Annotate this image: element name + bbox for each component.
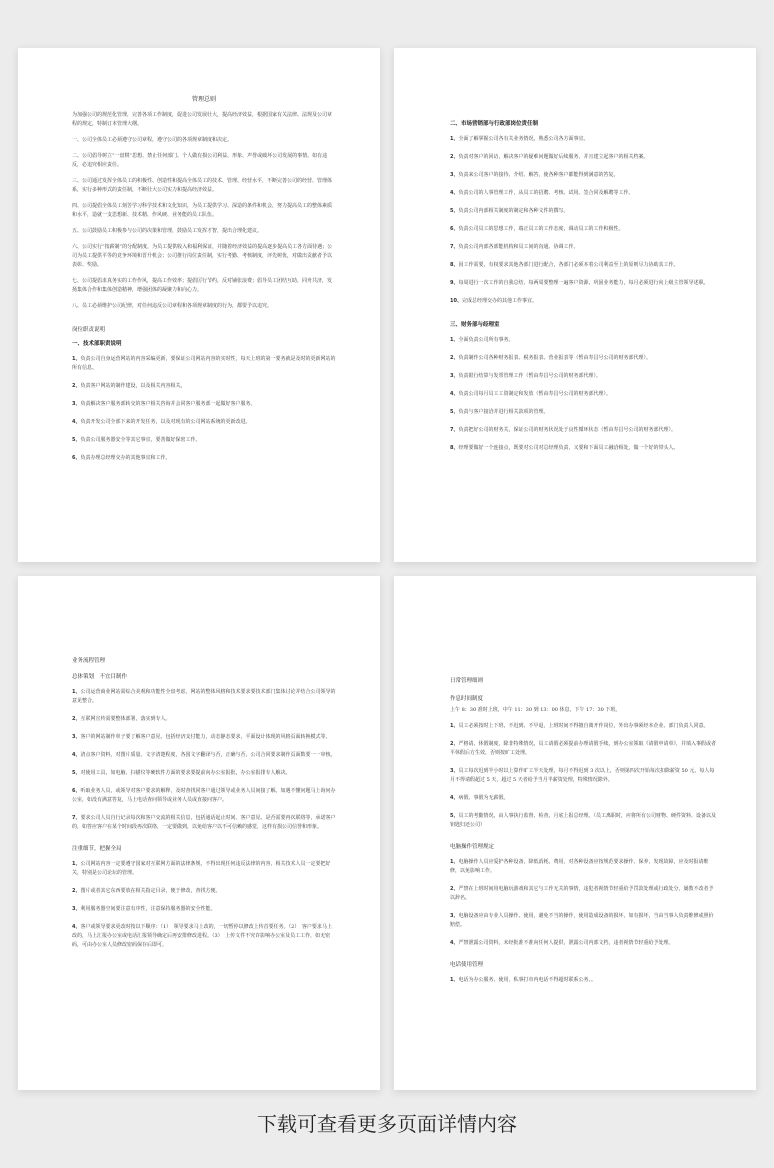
document-page-4 xyxy=(394,576,756,1090)
item-text: 经理要做好一个连接点，既要对公司对总经理负责，又要和下面员工融洽相处，做一个好的带头人。 xyxy=(458,445,679,451)
list-item xyxy=(450,426,718,435)
item-number: 1、 xyxy=(72,689,81,695)
item-number: 4、 xyxy=(450,190,459,196)
item-text: 听取业务人员，或领导对客户要求的解释，及时查找同客户通过领导或业务人员间接了解。如遇不懂问题马上询问办公室，如没有满意答复，马上电话查问领导或业务人员或直接问客户。 xyxy=(72,788,336,803)
item-number: 10、 xyxy=(450,298,462,304)
item-text: 对使用工具，如电脑、扫描仪等硬软件方面的要求要提前向办公室报批，办公室报排专人解决。 xyxy=(80,770,291,776)
item-number: 3、 xyxy=(450,768,459,774)
item-number: 4、 xyxy=(450,795,459,801)
list-item xyxy=(450,207,718,216)
list-item xyxy=(72,751,336,760)
item-text: 电脑设备应由专业人员操作、使用，避免不当的操作，使用造成设备的损坏，如有损坏，当由当事人负责维修或照价赔偿。 xyxy=(450,913,714,928)
list-item xyxy=(72,418,336,427)
list-item xyxy=(450,135,718,144)
list-item xyxy=(72,733,336,742)
item-number: 4、 xyxy=(450,391,459,397)
item-text: 负责办理总经理交办的其他事宜和工作。 xyxy=(80,455,171,461)
list-item xyxy=(72,787,336,805)
item-number: 6、 xyxy=(72,788,81,794)
item-number: 1、 xyxy=(72,861,81,867)
list-item xyxy=(72,769,336,778)
list-item xyxy=(72,382,336,391)
item-number: 5、 xyxy=(72,437,81,443)
item-text: 严禁泄露公司资料，未经批准不准向任何人提供，泄露公司内部文档，违者视情节轻重给予处理。 xyxy=(458,940,674,946)
item-number: 3、 xyxy=(72,401,81,407)
item-text: 负责与客户接洽并进行相关款项的管理。 xyxy=(458,409,549,415)
item-number: 1、 xyxy=(450,136,459,142)
list-item xyxy=(450,225,718,234)
item-text: 利用服务器空间要注意有序性，注意保持服务器的安全性能。 xyxy=(80,906,216,912)
item-number: 3、 xyxy=(72,906,81,912)
page-title: 日常管理细则 xyxy=(450,678,484,684)
schedule-text: 上午 8：30 准时上班，中午 11：30 到 13：00 休息，下午 17：30 下班。 xyxy=(450,707,621,713)
item-text: 负责开发公司全部下来的开发任务，以及对现有的公司网站系统的更新改进。 xyxy=(80,419,251,425)
item-number: 2、 xyxy=(72,716,81,722)
item-number: 5、 xyxy=(450,813,459,819)
list-item xyxy=(72,923,336,950)
item-text: 负责来公司客户的接待、介绍、解答，使各种客户都能得到满意的答复。 xyxy=(458,172,619,178)
list-item xyxy=(450,336,718,345)
list-item xyxy=(72,355,336,373)
item-number: 2、 xyxy=(450,154,459,160)
item-number: 9、 xyxy=(450,280,459,286)
item-number: 5、 xyxy=(450,208,459,214)
list-item xyxy=(72,715,336,724)
article-paragraph: 四、公司提倡全体员工刻苦学习科学技术和文化知识，为员工提供学习、深造的条件和机会，努力提高员工的整体素质和水平，造就一支思想新、技术精、作风硬、业务能的员工队伍。 xyxy=(72,203,333,218)
item-number: 2、 xyxy=(450,741,459,747)
item-text: 负责公司自身运营网站的内容采编更新，要保证公司网站内容的实时性，每天上班的第一要务就是及时的更新网站的所有信息。 xyxy=(72,356,336,371)
item-number: 2、 xyxy=(450,886,459,892)
list-item xyxy=(72,905,336,914)
section-title: 岗位职责说明 xyxy=(72,327,106,333)
item-text: 完成总经理交办的其他工作事宜。 xyxy=(461,298,537,304)
list-item xyxy=(450,189,718,198)
item-text: 负责公司员工的思想工作，端正员工的工作态度，调动员工的工作积极性。 xyxy=(458,226,624,232)
list-item xyxy=(450,976,716,985)
list-item xyxy=(72,400,336,409)
list-item xyxy=(450,444,718,453)
item-text: 电脑操作人员应爱护各种设备，降低消耗、费用，对各种设备应按规范要求操作、保养，发现故障，应及时报请维修，以免影响工作。 xyxy=(450,859,709,874)
item-number: 2、 xyxy=(72,888,81,894)
item-text: 严禁在上班时间用电脑玩游戏和其它与工作无关的事情，违犯者视情节轻重给予罚款处理或行政处分，屡教不改者予以辞名。 xyxy=(450,886,714,901)
item-text: 公司运营商业网站需综合美观和功能性全盘考虑，网站的整体风格和技术要求要技术部门集体讨论并结合公司领导的意见整合。 xyxy=(72,689,336,704)
list-item xyxy=(72,860,336,878)
list-item xyxy=(450,279,718,288)
item-text: 清点客户资料，对图片质量、文字清楚程度，各国文字翻译与否，正确与否，公司合同要求制作页面数要一一审核。 xyxy=(80,752,336,758)
item-number: 3、 xyxy=(450,172,459,178)
item-number: 7、 xyxy=(72,815,81,821)
item-number: 3、 xyxy=(450,913,459,919)
item-text: 严格请、休假制度，除非特殊情况，员工请假必须提前办理请假手续，到办公室领取《请假申请单》，并填入事假或者平休假后方生效，否则按旷工处理。 xyxy=(450,741,716,756)
list-item xyxy=(450,390,718,399)
subsection-title: 电脑操作管理规定 xyxy=(450,844,495,850)
item-text: 负责制作公司各种财务报表、税务报表、营业报表等（暂由寿昌号公司的财务部代理）。 xyxy=(458,355,651,361)
subsection-title: 总体策划 不宜目制作 xyxy=(72,674,128,680)
list-item xyxy=(450,767,716,785)
list-item xyxy=(450,243,718,252)
article-paragraph: 二、公司倡导树立“一盘棋”思想，禁止任何部门、个人做有损公司利益、形象、声誉或破坏公司发展的事情。如有违反，必追究相应责任。 xyxy=(72,153,328,168)
item-text: 公司网站内容一定要遵守国家对互联网方面的法律条规，不得出现任何违反法律的内容，相关技术人员一定要把好关，特别是公司论坛的管理。 xyxy=(72,861,331,876)
list-item xyxy=(72,814,336,832)
list-item xyxy=(450,153,718,162)
subsection-title: 电话使用管理 xyxy=(450,962,484,968)
item-text: 病假、事假为无薪假。 xyxy=(458,795,509,801)
list-item xyxy=(450,812,716,830)
item-text: 图片或者其它东西要放在相关指定目录，便于修改，查找方便。 xyxy=(80,888,221,894)
item-number: 7、 xyxy=(450,244,459,250)
item-number: 1、 xyxy=(450,723,459,729)
item-text: 负责公司每月员工工资制定和发放（暂由寿昌号公司的财务部代理）。 xyxy=(458,391,611,397)
item-text: 负责公司内部相关制度的制定和各种文件的撰写。 xyxy=(458,208,569,214)
document-page-1 xyxy=(18,48,380,562)
item-text: 负责解决客户服务部转交的客户相关咨询并会同客户服务部一起做好客户服务。 xyxy=(80,401,256,407)
item-number: 1、 xyxy=(450,859,459,865)
article-paragraph: 三、公司通过发挥全体员工的积极性、创造性和提高全体员工的技术、管理、经营水平，不断完善公司的经营、管理体系，实行多种形式的责任制，不断壮大公司实力和提高经济效益。 xyxy=(72,178,333,193)
item-number: 3、 xyxy=(450,373,459,379)
item-text: 负责公司内部各部能机构和员工间的沟通、协调工作。 xyxy=(458,244,579,250)
list-item xyxy=(450,408,718,417)
item-text: 员工的考勤情况，由人事执行监督、检查，月底上报总经理。（员工离职时，应将所有公司财物、硬件资料、设备以及钥匙归还公司） xyxy=(450,813,716,828)
item-text: 全面了解掌握公司各有关业务情况，熟悉公司各方面事宜。 xyxy=(458,136,589,142)
item-text: 负责银行结算与发票管理工作（暂由寿昌号公司的财务部代理）。 xyxy=(458,373,601,379)
item-text: 因工作需要，有权要求其他各部门进行配合，各部门必须本着公司利益至上的原则尽力协助其工作。 xyxy=(458,262,679,268)
list-item xyxy=(450,794,716,803)
download-more-prompt: 下载可查看更多页面详情内容 xyxy=(257,1112,517,1136)
document-page-2 xyxy=(394,48,756,562)
item-number: 2、 xyxy=(72,383,81,389)
item-number: 1、 xyxy=(450,977,459,983)
item-number: 7、 xyxy=(450,427,459,433)
article-paragraph: 七、公司提倡求真务实的工作作风，提高工作效率；提倡厉行节约，反对铺张浪费；倡导员工团结互助，同舟共济，发扬集体合作和集体创造精神，增强团体的凝聚力和向心力。 xyxy=(72,278,333,293)
article-paragraph: 六、公司实行“按薪制”的分配制度，为员工提供收入和福利保证，并随着经济效益的提高逐步提高员工各方面待遇；公司为员工提供平等的竞争环境和晋升机会；公司推行岗位责任制，实行考勤、考核制度，评先树优，对做出贡献者予以表彰、奖励。 xyxy=(72,244,333,268)
item-text: 员工必须按时上下班，不迟到、不早退，上班时间不得擅自离开作岗位，外出办事须经本企业、部门负责人同意。 xyxy=(458,723,709,729)
list-item xyxy=(450,858,716,876)
item-number: 2、 xyxy=(450,355,459,361)
item-number: 4、 xyxy=(72,419,81,425)
list-item xyxy=(450,740,716,758)
list-item xyxy=(72,688,336,706)
list-item xyxy=(72,454,336,463)
item-number: 8、 xyxy=(450,262,459,268)
article-paragraph: 一、公司全体员工必须遵守公司章程，遵守公司的各项规章制度和决定。 xyxy=(72,137,233,143)
section-heading: 三、财务部与经理室 xyxy=(450,322,500,328)
item-number: 3、 xyxy=(72,734,81,740)
list-item xyxy=(450,171,718,180)
item-number: 4、 xyxy=(72,924,81,930)
item-number: 6、 xyxy=(72,455,81,461)
item-text: 电话为办公服务、使用，私事打市内电话不得超时联系公务、。 xyxy=(458,977,596,983)
list-item xyxy=(72,887,336,896)
document-page-3 xyxy=(18,576,380,1090)
item-number: 1、 xyxy=(450,337,459,343)
item-text: 负责公司服务器安全等其它事宜，要善做好保密工作。 xyxy=(80,437,201,443)
list-item xyxy=(450,939,716,948)
item-text: 客户的网站制作单子要了解客户意见，包括经济支付能力，动态静态要求，平面设计体现的风格页面转换模式等。 xyxy=(80,734,331,740)
item-text: 互联网宣传需要整体部署，落实到专人。 xyxy=(80,716,171,722)
article-paragraph: 八、员工必须维护公司纪律，对任何违反公司章程和各项规章制度的行为，都要予以追究。 xyxy=(72,303,273,309)
list-item xyxy=(450,912,716,930)
item-text: 员工每次迟到半小时以上算作旷工半天处理，每月不得迟到 3 次以上，否则第四次开始每次扣除薪资 50 元，每人每月不得请假超过 5 天，超过 5 天者给予当月半薪资处理，特殊情况除外。 xyxy=(450,768,715,783)
page-title: 管理总则 xyxy=(191,96,216,103)
section-heading: 二、市场营销部与行政部岗位责任制 xyxy=(450,121,539,127)
item-text: 要求公司人员自行记录每次和客户交流的相关信息，包括通话起止时间、客户意见、是否需要再次联络等，承诺客户的，如答应客户在某个时间段再次联络，一定要做到，以免给客户以不可信赖的感觉，这样有损公司信誉和形象。 xyxy=(72,815,336,830)
subsection-title: 注重细节，把握全局 xyxy=(72,846,122,852)
item-number: 4、 xyxy=(72,752,81,758)
page-title: 业务流程管理 xyxy=(72,658,106,664)
section-heading: 一、技术部职责说明 xyxy=(72,341,122,347)
list-item xyxy=(450,297,718,306)
article-paragraph: 五、公司鼓励员工积极参与公司的决策和管理，鼓励员工发挥才智，提出合理化建议。 xyxy=(72,228,263,234)
list-item xyxy=(450,354,718,363)
item-text: 负责把好公司的财务关，保证公司的财务状况处于良性循环状态（暂由寿昌号公司的财务部代理）。 xyxy=(458,427,676,433)
item-number: 5、 xyxy=(450,409,459,415)
item-text: 负责对客户的回访，解决客户的疑难问题做好后续服务，并且建立起客户的相关档案。 xyxy=(458,154,649,160)
item-text: 负责客户网站的制作建设，以及相关内容相关。 xyxy=(80,383,186,389)
item-number: 8、 xyxy=(450,445,459,451)
item-number: 5、 xyxy=(72,770,81,776)
item-number: 1、 xyxy=(72,356,81,362)
item-number: 4、 xyxy=(450,940,459,946)
list-item xyxy=(450,885,716,903)
subsection-title: 作息时间制度 xyxy=(450,696,484,702)
item-text: 客户或领导要求更改时按以下顺序：（1） 领导要求马上改的，一切暂停以修改上传首要任务。（2） 客户要求马上改的，马上汇报办公室或电话汇报领导确定后再安排修改进程。（3） 上传文件不究许影响办公室及员工工作，如无密码，可由办公室人员修改密码保存后即可。 xyxy=(72,924,332,948)
list-item xyxy=(72,436,336,445)
item-number: 6、 xyxy=(450,226,459,232)
list-item xyxy=(450,722,716,731)
item-text: 每周进行一次工作的自我总结，每两周要整理一遍客户资源，巩固业务能力，每月必须进行向上级主管领导述职。 xyxy=(458,280,709,286)
list-item xyxy=(450,261,718,270)
item-text: 全面负责公司所有事务。 xyxy=(458,337,514,343)
item-text: 负责公司的人事管理工作，从员工的招聘、考核、试用、签合同及解聘等工作。 xyxy=(458,190,634,196)
intro-paragraph: 为加强公司的规范化管理，完善各项工作制度，促进公司发展壮大，提高经济效益，根据国家有关法律、法规及公司章程的规定，特制订本管理大纲。 xyxy=(72,112,333,127)
list-item xyxy=(450,372,718,381)
